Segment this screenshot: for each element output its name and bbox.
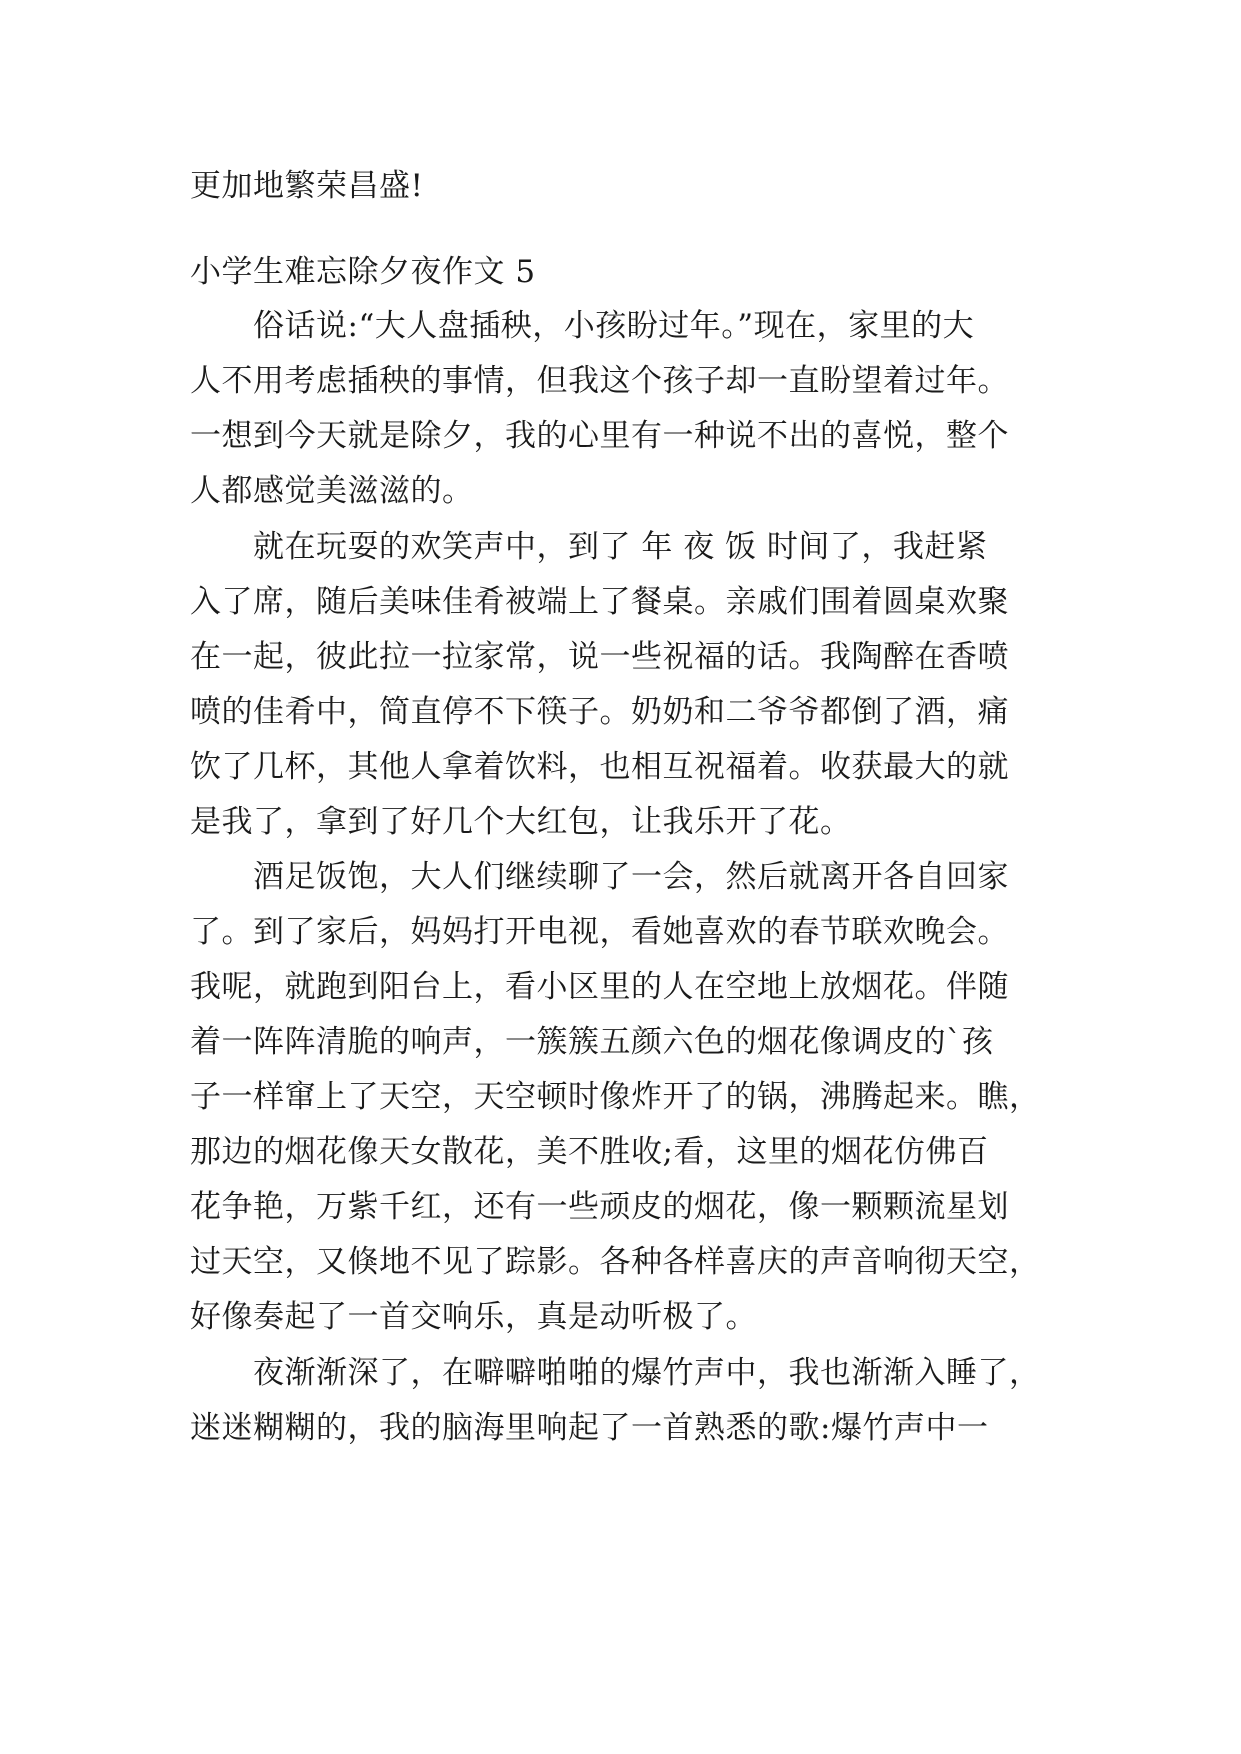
text-line: 更加地繁荣昌盛! xyxy=(190,168,424,204)
text-line: 我呢，就跑到阳台上，看小区里的人在空地上放烟花。伴随 xyxy=(190,969,1009,1005)
text-line: 人都感觉美滋滋的。 xyxy=(190,473,474,509)
text-line: 了。到了家后，妈妈打开电视，看她喜欢的春节联欢晚会。 xyxy=(190,914,1009,950)
text-line: 子一样窜上了天空，天空顿时像炸开了的锅，沸腾起来。瞧， xyxy=(190,1079,1041,1115)
text-line: 好像奏起了一首交响乐，真是动听极了。 xyxy=(190,1299,757,1335)
text-line: 那边的烟花像天女散花，美不胜收;看，这里的烟花仿佛百 xyxy=(190,1134,989,1170)
text-line: 饮了几杯，其他人拿着饮料，也相互祝福着。收获最大的就 xyxy=(190,749,1009,785)
text-line: 喷的佳肴中，简直停不下筷子。奶奶和二爷爷都倒了酒，痛 xyxy=(190,694,1009,730)
text-line: 俗话说:“大人盘插秧，小孩盼过年。”现在，家里的大 xyxy=(190,308,975,344)
text-line: 入了席，随后美味佳肴被端上了餐桌。亲戚们围着圆桌欢聚 xyxy=(190,584,1009,620)
text-line: 就在玩耍的欢笑声中，到了 年 夜 饭 时间了，我赶紧 xyxy=(190,529,988,565)
text-line: 在一起，彼此拉一拉家常，说一些祝福的话。我陶醉在香喷 xyxy=(190,639,1009,675)
text-line: 夜渐渐深了，在噼噼啪啪的爆竹声中，我也渐渐入睡了， xyxy=(190,1355,1041,1391)
text-line: 迷迷糊糊的，我的脑海里响起了一首熟悉的歌:爆竹声中一 xyxy=(190,1410,989,1446)
text-line: 人不用考虑插秧的事情，但我这个孩子却一直盼望着过年。 xyxy=(190,363,1009,399)
text-line: 过天空，又倏地不见了踪影。各种各样喜庆的声音响彻天空， xyxy=(190,1244,1041,1280)
section-title: 小学生难忘除夕夜作文 5 xyxy=(190,254,536,290)
text-line: 酒足饭饱，大人们继续聊了一会，然后就离开各自回家 xyxy=(190,859,1009,895)
text-line: 花争艳，万紫千红，还有一些顽皮的烟花，像一颗颗流星划 xyxy=(190,1189,1009,1225)
text-line: 是我了，拿到了好几个大红包，让我乐开了花。 xyxy=(190,804,852,840)
text-line: 一想到今天就是除夕，我的心里有一种说不出的喜悦，整个 xyxy=(190,418,1009,454)
text-line: 着一阵阵清脆的响声，一簇簇五颜六色的烟花像调皮的`孩 xyxy=(190,1024,994,1060)
